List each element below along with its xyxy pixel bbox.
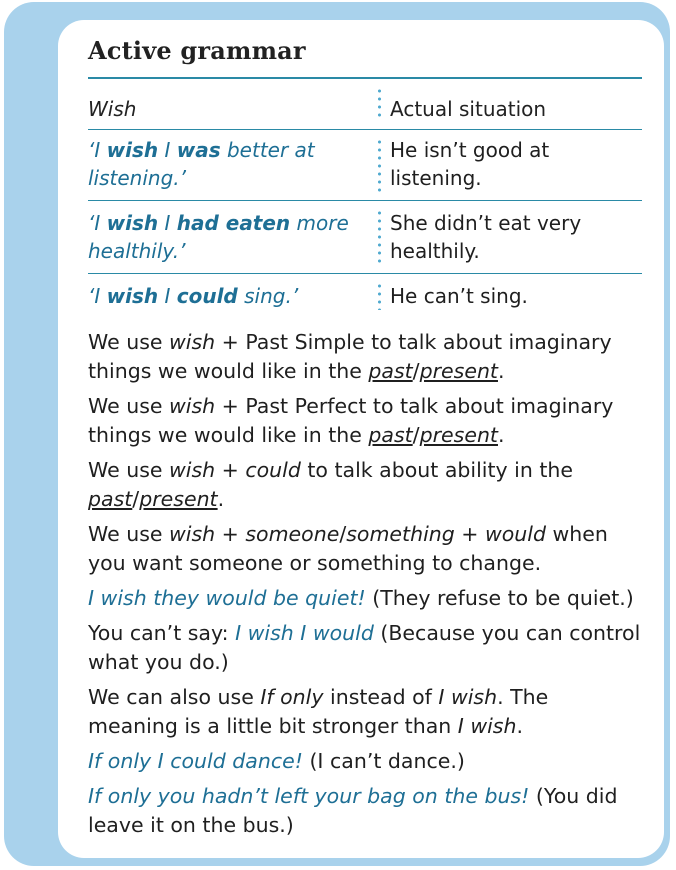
card-title: Active grammar [88, 36, 306, 65]
grammar-rules [88, 328, 642, 846]
rule-text: We use wish + Past Simple to talk about imaginary things we would like in the past/present. [88, 330, 612, 383]
rule-text: We can also use If only instead of I wish. The meaning is a little bit stronger than I wish. [88, 685, 549, 738]
actual-situation: He can’t sing. [378, 274, 642, 319]
example-sentence: If only you hadn’t left your bag on the bus! (You did leave it on the bus.) [88, 784, 618, 837]
grammar-card [58, 20, 664, 858]
table-row [88, 201, 642, 274]
rule-text: We use wish + Past Perfect to talk about imaginary things we would like in the past/present. [88, 394, 614, 447]
rule-text: You can’t say: I wish I would (Because you can control what you do.) [88, 621, 641, 674]
example-sentence: If only I could dance! (I can’t dance.) [88, 749, 465, 773]
table-row [88, 130, 642, 201]
actual-situation: She didn’t eat very healthily. [378, 201, 642, 274]
wish-table [88, 79, 642, 318]
rule-text: We use wish + could to talk about ability in the past/present. [88, 458, 574, 511]
rule-text: We use wish + someone/something + would when you want someone or something to change. [88, 522, 608, 575]
table-header-row [88, 79, 642, 130]
header-actual-situation: Actual situation [378, 79, 642, 130]
actual-situation: He isn’t good at listening. [378, 130, 642, 201]
wish-example: ‘I wish I had eaten more healthily.’ [88, 201, 378, 274]
wish-example: ‘I wish I was better at listening.’ [88, 130, 378, 201]
wish-example: ‘I wish I could sing.’ [88, 284, 299, 308]
table-row [88, 274, 642, 319]
example-sentence: I wish they would be quiet! (They refuse to be quiet.) [88, 586, 634, 610]
header-wish: Wish [88, 79, 378, 130]
